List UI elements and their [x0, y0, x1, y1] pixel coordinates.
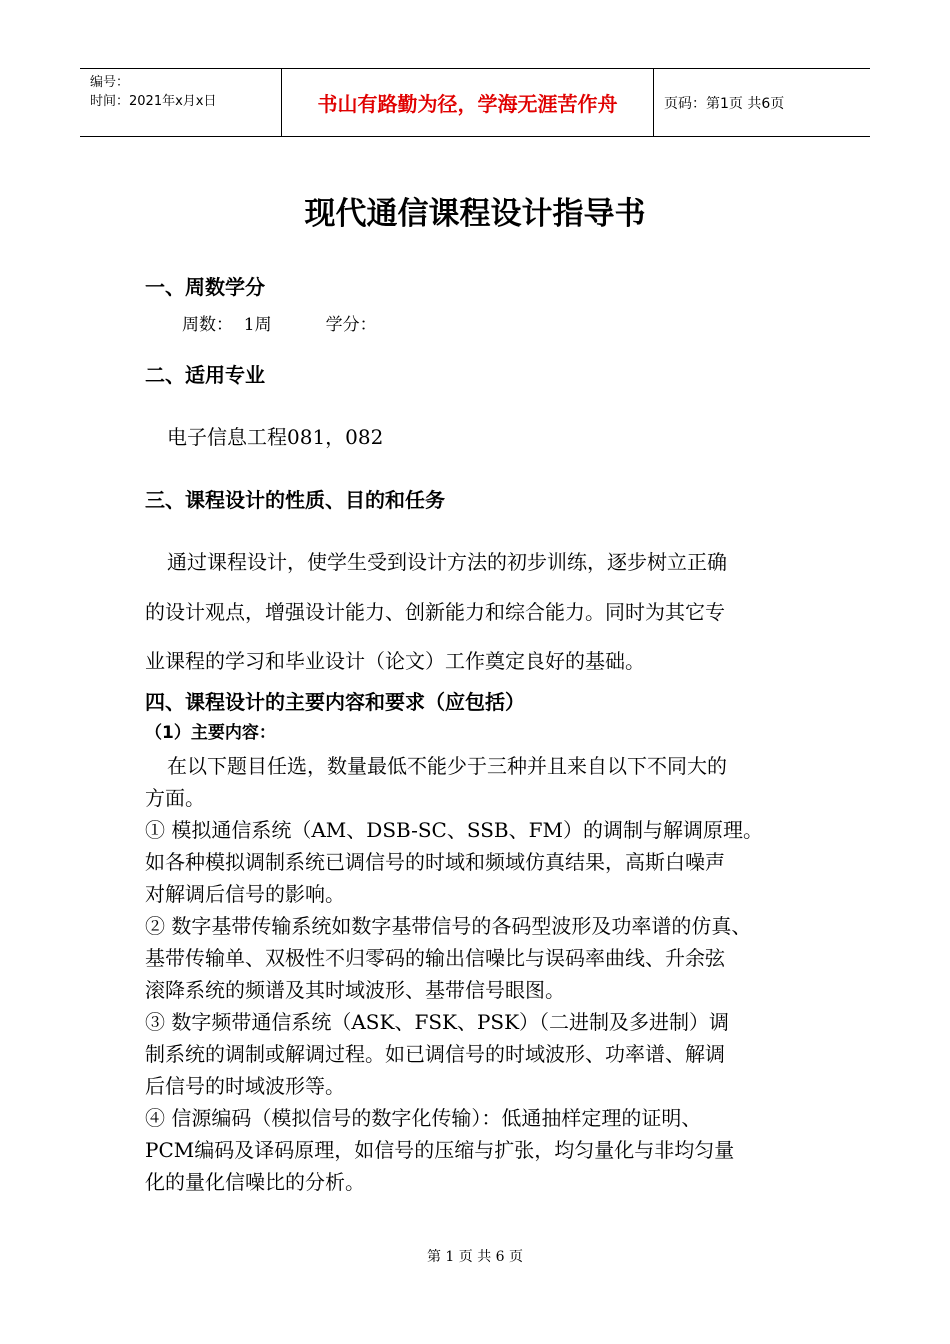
section-4-line: ② 数字基带传输系统如数字基带信号的各码型波形及功率谱的仿真、	[145, 914, 752, 938]
page-header	[80, 68, 870, 137]
section-4-line: ③ 数字频带通信系统（ASK、FSK、PSK）（二进制及多进制）调	[145, 1010, 730, 1034]
section-4-line: 滚降系统的频谱及其时域波形、基带信号眼图。	[145, 978, 565, 1002]
section-2-heading: 二、适用专业	[145, 363, 265, 387]
section-4-line: 基带传输单、双极性不归零码的输出信噪比与误码率曲线、升余弦	[145, 946, 725, 970]
section-4-line: ① 模拟通信系统（AM、DSB-SC、SSB、FM）的调制与解调原理。	[145, 818, 763, 842]
section-4-line: ④ 信源编码（模拟信号的数字化传输）：低通抽样定理的证明、	[145, 1106, 702, 1130]
page-footer: 第 1 页 共 6 页	[426, 1249, 524, 1265]
header-meta	[80, 69, 282, 136]
section-1-line: 周数： 1周 学分：	[182, 315, 377, 335]
header-motto: 书山有路勤为径，学海无涯苦作舟	[282, 69, 654, 136]
header-number: 编号：	[90, 75, 130, 90]
section-4-line: PCM编码及译码原理，如信号的压缩与扩张，均匀量化与非均匀量	[145, 1138, 735, 1162]
section-4-heading: 四、课程设计的主要内容和要求（应包括）	[145, 690, 525, 714]
section-4-line: 方面。	[145, 786, 205, 810]
section-1-heading: 一、周数学分	[145, 275, 265, 299]
section-2-line: 电子信息工程081，082	[167, 425, 384, 449]
section-3-line: 通过课程设计，使学生受到设计方法的初步训练，逐步树立正确	[167, 550, 727, 574]
section-4-subheading: （1）主要内容：	[145, 723, 276, 743]
section-4-line: 在以下题目任选，数量最低不能少于三种并且来自以下不同大的	[167, 754, 727, 778]
section-4-line: 化的量化信噪比的分析。	[145, 1170, 365, 1194]
section-3-line: 业课程的学习和毕业设计（论文）工作奠定良好的基础。	[145, 649, 645, 673]
section-3-line: 的设计观点，增强设计能力、创新能力和综合能力。同时为其它专	[145, 600, 725, 624]
header-page-info: 页码：第1页 共6页	[664, 95, 785, 112]
section-4-line: 制系统的调制或解调过程。如已调信号的时域波形、功率谱、解调	[145, 1042, 725, 1066]
document-title: 现代通信课程设计指导书	[304, 196, 646, 232]
section-3-heading: 三、课程设计的性质、目的和任务	[145, 488, 445, 512]
section-4-line: 后信号的时域波形等。	[145, 1074, 345, 1098]
section-4-line: 对解调后信号的影响。	[145, 882, 345, 906]
section-4-line: 如各种模拟调制系统已调信号的时域和频域仿真结果，高斯白噪声	[145, 850, 725, 874]
header-time: 时间：2021年x月x日	[90, 94, 217, 109]
